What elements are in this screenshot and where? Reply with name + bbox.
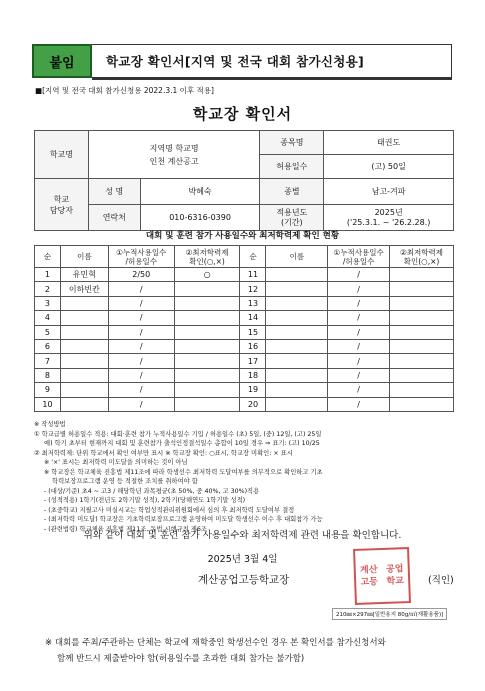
- name-value: 박혜숙: [140, 179, 260, 205]
- note-item: - (대상/기준) 초4 ~ 고3 / 해당학년 과목평균(초 50%, 중 40%, 고 30%)직용: [44, 487, 260, 495]
- table-row: [35, 397, 454, 411]
- row-no: 12: [240, 282, 266, 296]
- row-name: [266, 368, 328, 382]
- category-value: 남고-겨파: [324, 179, 454, 205]
- row-days: /: [108, 296, 174, 310]
- row-no: 4: [35, 311, 61, 325]
- row-check: [174, 383, 240, 397]
- row-check: [390, 383, 454, 397]
- document-header: [32, 44, 452, 78]
- row-check: [390, 325, 454, 339]
- note-item: ※ 학교장은 학교체육 진흥법 제11조에 따라 학생선수 최저학력 도달여부를 의무적으로 확인하고 기초: [44, 468, 323, 476]
- writing-instructions: [34, 420, 464, 534]
- table-row: [35, 383, 454, 397]
- note-item: 예) 학기 초부터 현재까지 대회 및 훈련참가 출석인정결석일수 총합이 10일 경우 ⇒ 표기: (고) 10/25: [44, 440, 320, 447]
- bottom-note-line: ※ 대회를 주최/주관하는 단체는 학교에 재학중인 학생선수인 경우 본 확인서를 참가신청서와: [45, 638, 386, 648]
- row-no: 8: [35, 368, 61, 382]
- row-days: /: [328, 354, 390, 368]
- table-row: [35, 354, 454, 368]
- header-days: ①누적사용일수 /허용일수: [108, 246, 174, 268]
- header-divider: [92, 78, 452, 80]
- school-principal-sign: 계산공업고등학교장: [198, 574, 290, 586]
- note-item: - (성적적용) 1학기(전년도 2학기말 성적), 2학기(당해연도 1학기말 성적): [44, 497, 246, 504]
- row-check: [390, 339, 454, 353]
- row-check: ○: [174, 268, 240, 282]
- row-days: /: [108, 368, 174, 382]
- usage-table-header: [35, 246, 454, 268]
- row-name: [60, 311, 108, 325]
- note-item: - (관련법령) 학교체육 진흥법 제11조, 동법 시행규칙 제6조: [44, 525, 207, 533]
- note-item: ② 최저학력제: 단위 학교에서 확인 여부만 표시 ※ 학교장 확인: ○표시, 학교장 미확인: × 표시: [34, 449, 293, 457]
- name-label: 성 명: [88, 179, 140, 205]
- row-name: [266, 311, 328, 325]
- row-check: [174, 354, 240, 368]
- row-check: [390, 368, 454, 382]
- notes-heading: ※ 작성방법: [34, 421, 66, 428]
- row-no: 18: [240, 368, 266, 382]
- row-check: [390, 282, 454, 296]
- section-title: 대회 및 훈련 참가 사용일수와 최저학력제 확인 현황: [145, 231, 340, 241]
- row-no: 20: [240, 397, 266, 411]
- row-check: [174, 368, 240, 382]
- row-check: [390, 296, 454, 310]
- row-name: [266, 354, 328, 368]
- school-label: 학교명: [35, 131, 89, 179]
- row-check: [390, 397, 454, 411]
- table-row: [35, 296, 454, 310]
- table-row: [35, 325, 454, 339]
- allowed-days-label: 허용일수: [260, 155, 324, 179]
- seal-suffix: (직인): [428, 575, 454, 586]
- bottom-note-line: 함께 반드시 제출받아야 함(허용일수를 초과한 대회 참가는 불가함): [57, 654, 305, 664]
- allowed-days-value: (고) 50일: [324, 155, 454, 179]
- row-check: [174, 311, 240, 325]
- info-table: [34, 130, 454, 231]
- row-name: [60, 354, 108, 368]
- row-days: /: [108, 354, 174, 368]
- usage-table: [34, 245, 454, 412]
- confirmation-text: 위와 같이 대회 및 훈련 참가 사용일수와 최저학력제 관련 내용을 확인합니다.: [83, 530, 402, 541]
- row-name: [266, 296, 328, 310]
- school-seal-stamp: 계산 공업 고등 학교: [353, 547, 411, 605]
- row-name: 이하빈칸: [60, 282, 108, 296]
- school-value: 지역명 학교명 인천 계산공고: [88, 131, 260, 179]
- header-no: 순: [35, 246, 61, 268]
- row-no: 13: [240, 296, 266, 310]
- row-days: /: [328, 325, 390, 339]
- row-no: 17: [240, 354, 266, 368]
- row-name: [60, 296, 108, 310]
- row-days: /: [328, 368, 390, 382]
- row-name: [266, 339, 328, 353]
- row-no: 5: [35, 325, 61, 339]
- row-name: [266, 383, 328, 397]
- row-no: 3: [35, 296, 61, 310]
- table-row: [35, 268, 454, 282]
- table-row: [35, 311, 454, 325]
- row-no: 10: [35, 397, 61, 411]
- note-item: - (초중학교) 지필고사 미실시교는 학업성적관리위원회에서 심의 후 최저학력 도달여부 결정: [44, 506, 295, 514]
- row-days: /: [328, 339, 390, 353]
- row-days: /: [108, 339, 174, 353]
- row-days: /: [108, 282, 174, 296]
- row-days: /: [328, 311, 390, 325]
- row-days: /: [328, 383, 390, 397]
- row-days: /: [328, 268, 390, 282]
- row-no: 15: [240, 325, 266, 339]
- row-name: [266, 268, 328, 282]
- header-check: ②최저학력제 확인(○,×): [390, 246, 454, 268]
- header-check: ②최저학력제 확인(○,×): [174, 246, 240, 268]
- note-item: 학력보장프로그램 운영 등 적절한 조치를 취하여야 함: [52, 478, 198, 485]
- row-name: [60, 368, 108, 382]
- table-row: [35, 282, 454, 296]
- event-label: 종목명: [260, 131, 324, 155]
- row-name: 유민혁: [60, 268, 108, 282]
- row-days: /: [108, 397, 174, 411]
- row-days: /: [108, 311, 174, 325]
- row-check: [174, 325, 240, 339]
- row-no: 2: [35, 282, 61, 296]
- header-no: 순: [240, 246, 266, 268]
- row-check: [174, 282, 240, 296]
- event-value: 태권도: [324, 131, 454, 155]
- row-check: [390, 311, 454, 325]
- row-name: [60, 339, 108, 353]
- manager-label: 학교 담당자: [35, 179, 89, 231]
- header-name: 이름: [60, 246, 108, 268]
- header-title: 학교장 확인서[지역 및 전국 대회 참가신청용]: [92, 44, 452, 78]
- note-item: ※ '×' 표시는 최저학력 미도달을 의미하는 것이 아님: [44, 459, 188, 466]
- header-days: ①누적사용일수 /허용일수: [328, 246, 390, 268]
- table-row: [35, 368, 454, 382]
- row-check: [174, 339, 240, 353]
- row-name: [60, 397, 108, 411]
- period-value: 2025년 ('25.3.1. ~ '26.2.28.): [324, 205, 454, 231]
- row-days: /: [108, 325, 174, 339]
- document-date: 2025년 3월 4일: [207, 554, 278, 565]
- table-row: [35, 339, 454, 353]
- row-no: 6: [35, 339, 61, 353]
- row-no: 14: [240, 311, 266, 325]
- row-no: 11: [240, 268, 266, 282]
- row-no: 1: [35, 268, 61, 282]
- row-name: [266, 397, 328, 411]
- row-check: [174, 397, 240, 411]
- row-days: /: [328, 296, 390, 310]
- note-item: ① 학교급별 허용일수 적용: 대회·훈련 참가 누적사용일수 기입 / 허용일수 (초) 5일, (중) 12일, (고) 25일: [34, 430, 322, 438]
- row-no: 16: [240, 339, 266, 353]
- row-days: /: [328, 397, 390, 411]
- row-days: /: [328, 282, 390, 296]
- contact-value: 010-6316-0390: [140, 205, 260, 231]
- category-label: 종별: [260, 179, 324, 205]
- row-check: [174, 296, 240, 310]
- row-no: 9: [35, 383, 61, 397]
- row-name: [266, 282, 328, 296]
- row-days: 2/50: [108, 268, 174, 282]
- row-no: 19: [240, 383, 266, 397]
- contact-label: 연락처: [88, 205, 140, 231]
- period-label: 적용년도 (기간): [260, 205, 324, 231]
- row-check: [390, 268, 454, 282]
- row-no: 7: [35, 354, 61, 368]
- row-days: /: [108, 383, 174, 397]
- form-note: ■[지역 및 전국 대회 참가신청용 2022.3.1 이후 적용]: [35, 86, 214, 95]
- row-check: [390, 354, 454, 368]
- attachment-badge: 붙임: [32, 44, 92, 78]
- note-item: - (최저학력 미도달) 학교장은 기초학력보장프로그램 운영하여 미도달 학생선수 이수 후 대회참가 가능: [44, 516, 323, 523]
- row-name: [60, 325, 108, 339]
- paper-spec-note: 210㎜×297㎜[일반용지 80g/㎡(재활용품)]: [332, 608, 447, 620]
- bottom-note: [45, 635, 465, 667]
- row-name: [60, 383, 108, 397]
- document-title: 학교장 확인서: [192, 105, 293, 123]
- header-name: 이름: [266, 246, 328, 268]
- row-name: [266, 325, 328, 339]
